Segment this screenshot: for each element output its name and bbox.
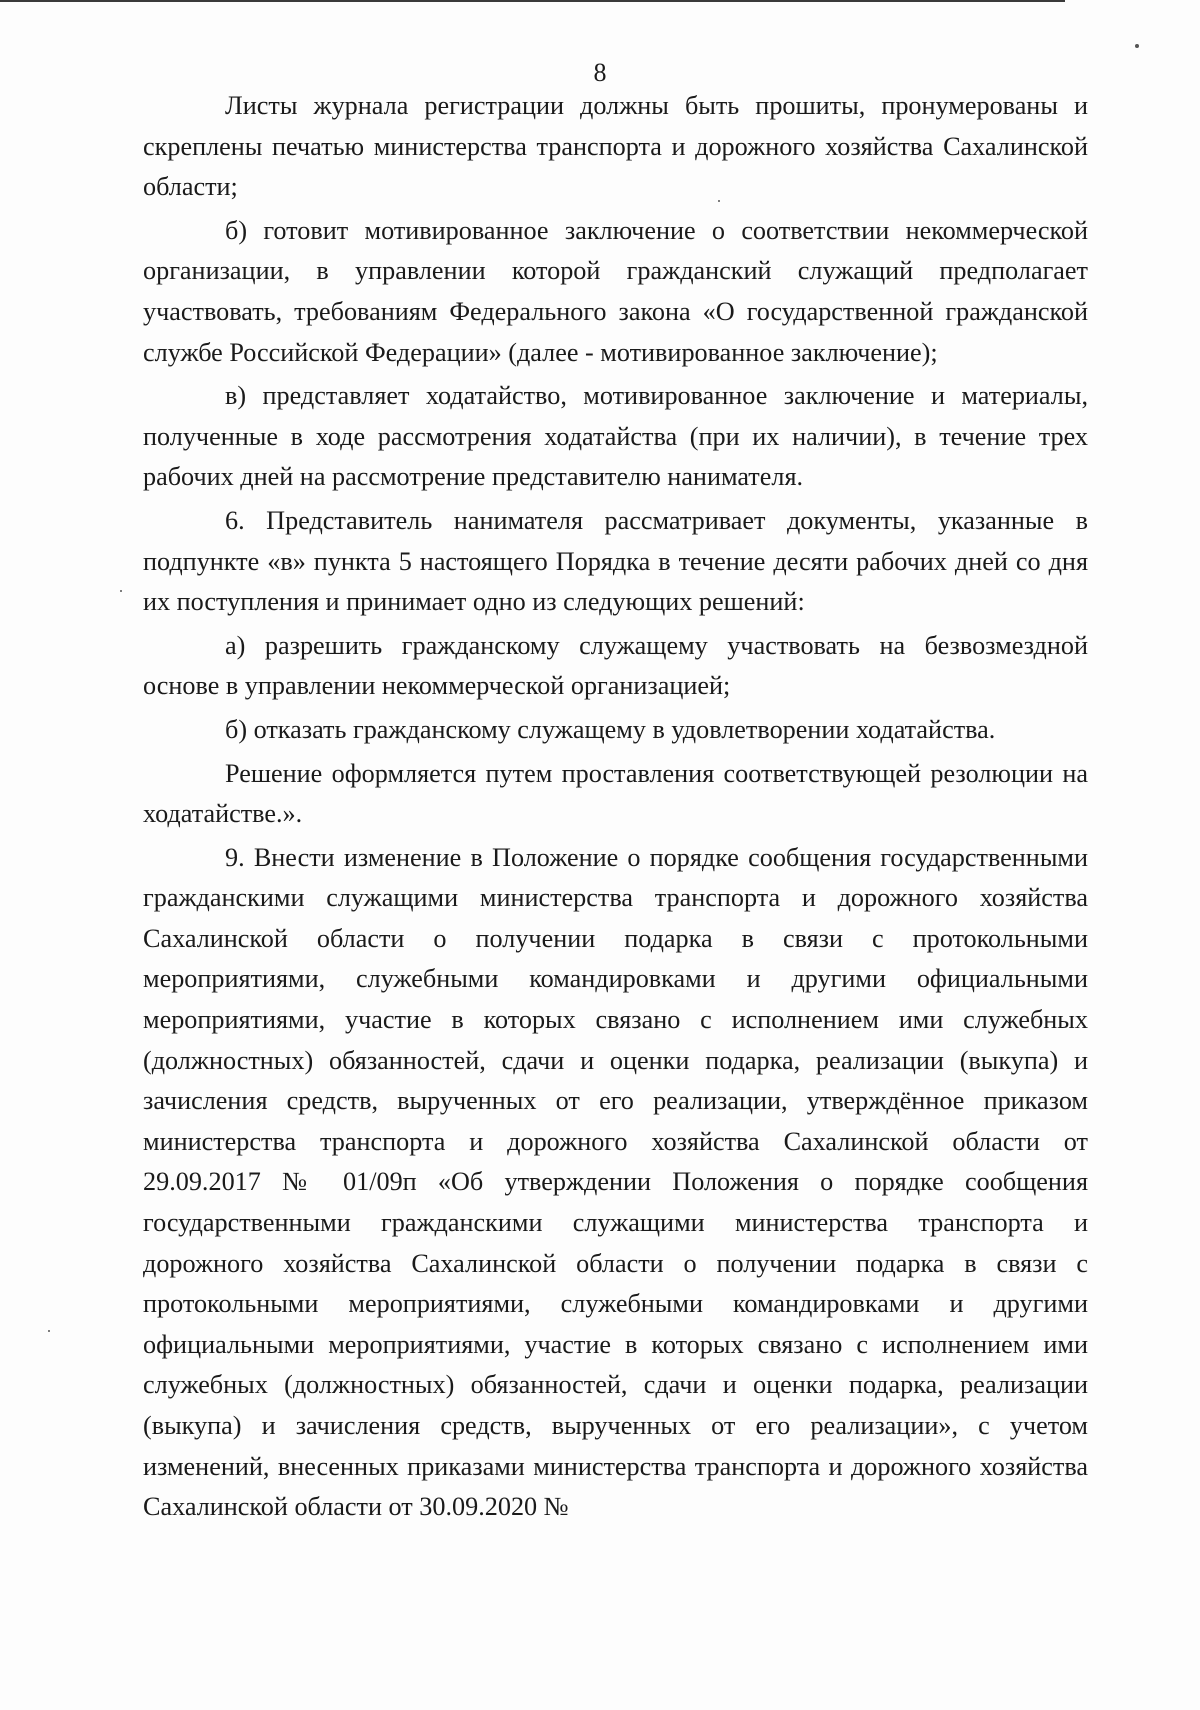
top-border-line — [0, 0, 1065, 2]
document-body — [143, 86, 1088, 1528]
scan-speck — [120, 590, 122, 592]
paragraph-journal-sheets: Листы журнала регистрации должны быть прошиты, пронумерованы и скреплены печатью министерства транспорта и дорожного хозяйства Сахалинской области; — [143, 91, 1088, 202]
paragraph-6-review: 6. Представитель нанимателя рассматривает документы, указанные в подпункте «в» пункта 5 настоящего Порядка в течение десяти рабочих дней со дня их поступления и принимает одно из следующих решений: — [143, 505, 1088, 617]
paragraph-9-amendment: 9. Внести изменение в Положение о порядке сообщения государственными гражданскими служащими министерства транспорта и дорожного хозяйства Сахалинской области о получении подарка в связи с протокольными мероприятиями, служебными командировками и другими официальными мероприятиями, участие в которых связано с исполнением ими служебных (должностных) обязанностей, сдачи и оценки подарка, реализации (выкупа) и зачисления средств, вырученных от его реализации, утверждённое приказом министерства транспорта и дорожного хозяйства Сахалинской области от 29.09.2017 № 01/09п «Об утверждении Положения о порядке сообщения государственными гражданскими служащими министерства транспорта и дорожного хозяйства Сахалинской области о получении подарка в связи с протокольными мероприятиями, служебными командировками и другими официальными мероприятиями, участие в которых связано с исполнением ими служебных (должностных) обязанностей, сдачи и оценки подарка, реализации (выкупа) и зачисления средств, вырученных от его реализации», с учетом изменений, внесенных приказами министерства транспорта и дорожного хозяйства Сахалинской области от 30.09.2020 № — [143, 842, 1088, 1522]
scan-speck — [1135, 44, 1139, 48]
paragraph-decision-resolution: Решение оформляется путем проставления соответствующей резолюции на ходатайстве.». — [143, 758, 1088, 829]
scan-speck — [718, 200, 720, 202]
scan-speck — [48, 1330, 50, 1332]
paragraph-item-v-submission: в) представляет ходатайство, мотивированное заключение и материалы, полученные в ходе рассмотрения ходатайства (при их наличии), в течение трех рабочих дней на рассмотрение представителю нанимателя. — [143, 381, 1088, 492]
paragraph-item-a-permit: а) разрешить гражданскому служащему участвовать на безвозмездной основе в управлении некоммерческой организацией; — [143, 630, 1088, 701]
paragraph-item-b-refuse: б) отказать гражданскому служащему в удовлетворении ходатайства. — [225, 714, 996, 744]
paragraph-item-b-conclusion: б) готовит мотивированное заключение о соответствии некоммерческой организации, в управлении которой гражданский служащий предполагает участвовать, требованиям Федерального закона «О государственной гражданской службе Российской Федерации» (далее - мотивированное заключение); — [143, 215, 1088, 367]
page-number: 8 — [593, 58, 607, 87]
